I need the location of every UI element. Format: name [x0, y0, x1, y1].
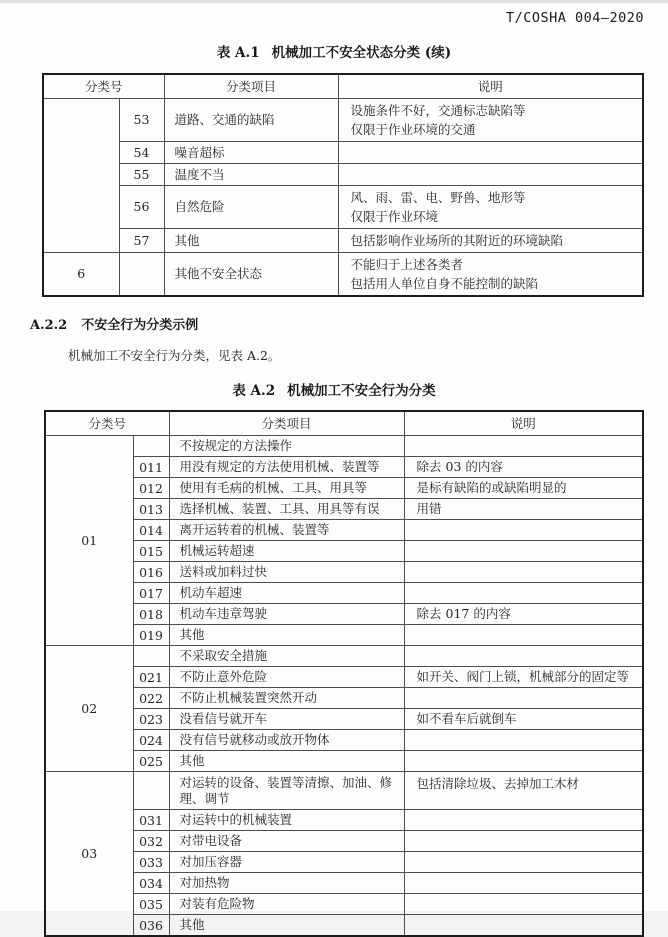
- desc-cell: [404, 541, 643, 562]
- table-a1-header-row: [43, 74, 643, 98]
- desc-cell: [338, 163, 643, 185]
- desc-cell: [404, 436, 643, 457]
- item-cell: 噪音超标: [164, 141, 338, 163]
- desc-cell: 除去 03 的内容: [404, 457, 643, 478]
- table-a2-header-row: [45, 411, 643, 436]
- table-row: [45, 772, 643, 810]
- item-cell: 选择机械、装置、工具、用具等有误: [169, 499, 404, 520]
- item-cell: 送料或加料过快: [169, 562, 404, 583]
- table-row: [45, 730, 643, 751]
- table-row: [43, 185, 643, 228]
- table-row: [43, 228, 643, 252]
- table-row: [45, 894, 643, 915]
- item-cell: 不采取安全措施: [169, 646, 404, 667]
- desc-cell: [338, 185, 643, 228]
- desc-cell: [338, 98, 643, 141]
- table-row: [45, 436, 643, 457]
- sub-code-cell: 017: [133, 583, 169, 604]
- item-cell: 没有信号就移动或放开物体: [169, 730, 404, 751]
- item-cell: 其他: [169, 751, 404, 772]
- sub-code-cell: 014: [133, 520, 169, 541]
- paragraph: 机械加工不安全行为分类，见表 A.2。: [68, 346, 668, 364]
- sub-code-cell: 012: [133, 478, 169, 499]
- desc-cell: [404, 520, 643, 541]
- table-row: [45, 831, 643, 852]
- desc-line: 不能归于上述各类者: [351, 255, 639, 274]
- item-cell: 对运转的设备、装置等清擦、加油、修理、调节: [169, 772, 404, 810]
- item-cell: 没看信号就开车: [169, 709, 404, 730]
- item-cell: 用没有规定的方法使用机械、装置等: [169, 457, 404, 478]
- sub-code-cell: 035: [133, 894, 169, 915]
- main-category-cell: [43, 98, 119, 252]
- group-01: [45, 436, 643, 646]
- table-a1-title-prefix: 表 A.1: [217, 45, 260, 61]
- desc-line: 包括影响作业场所的其附近的环境缺陷: [351, 231, 639, 250]
- desc-cell: 是标有缺陷的或缺陷明显的: [404, 478, 643, 499]
- table-row: [45, 751, 643, 772]
- table-row: [43, 141, 643, 163]
- item-cell: 对装有危险物: [169, 894, 404, 915]
- desc-cell: 包括清除垃圾、去掉加工木材: [404, 772, 643, 810]
- item-cell: 使用有毛病的机械、工具、用具等: [169, 478, 404, 499]
- item-cell: 离开运转着的机械、装置等: [169, 520, 404, 541]
- sub-code-cell: 018: [133, 604, 169, 625]
- desc-cell: [404, 688, 643, 709]
- table-a2-title: [0, 379, 668, 399]
- table-row: [45, 709, 643, 730]
- item-cell: 对加热物: [169, 873, 404, 894]
- desc-cell: [404, 894, 643, 915]
- sub-code-cell: 011: [133, 457, 169, 478]
- table-a1: [42, 73, 644, 297]
- sub-code-cell: 54: [119, 141, 164, 163]
- desc-cell: [404, 831, 643, 852]
- table-row: [45, 457, 643, 478]
- table-row: [45, 852, 643, 873]
- desc-cell: [404, 810, 643, 831]
- col-header-category: 分类号: [45, 411, 169, 436]
- section-heading-number: A.2.2: [30, 318, 67, 333]
- sub-code-cell: [133, 436, 169, 457]
- table-row: [45, 562, 643, 583]
- table-a2-title-prefix: 表 A.2: [232, 383, 275, 399]
- item-cell: 不按规定的方法操作: [169, 436, 404, 457]
- table-row: [43, 252, 643, 296]
- item-cell: 自然危险: [164, 185, 338, 228]
- table-row: [45, 583, 643, 604]
- group-03: [45, 772, 643, 937]
- table-row: [45, 873, 643, 894]
- desc-cell: [338, 252, 643, 296]
- table-row: [45, 604, 643, 625]
- col-header-category: 分类号: [43, 74, 164, 98]
- sub-code-cell: 57: [119, 228, 164, 252]
- table-row: [45, 667, 643, 688]
- desc-cell: [338, 228, 643, 252]
- table-row: [45, 625, 643, 646]
- desc-cell: [404, 873, 643, 894]
- sub-code-cell: 025: [133, 751, 169, 772]
- item-cell: 不防止意外危险: [169, 667, 404, 688]
- desc-cell: 除去 017 的内容: [404, 604, 643, 625]
- sub-code-cell: [133, 646, 169, 667]
- desc-cell: [404, 915, 643, 937]
- sub-code-cell: 024: [133, 730, 169, 751]
- sub-code-cell: 56: [119, 185, 164, 228]
- item-cell: 机械运转超速: [169, 541, 404, 562]
- main-category-cell: 01: [45, 436, 133, 646]
- table-row: [45, 520, 643, 541]
- sub-code-cell: 023: [133, 709, 169, 730]
- item-cell: 机动车违章驾驶: [169, 604, 404, 625]
- item-cell: 对加压容器: [169, 852, 404, 873]
- sub-code-cell: 034: [133, 873, 169, 894]
- col-header-desc: 说明: [338, 74, 643, 98]
- sub-code-cell: [133, 772, 169, 810]
- table-row: [45, 541, 643, 562]
- table-row: [45, 646, 643, 667]
- sub-code-cell: 032: [133, 831, 169, 852]
- desc-cell: 如不看车后就倒车: [404, 709, 643, 730]
- table-row: [45, 688, 643, 709]
- item-cell: 温度不当: [164, 163, 338, 185]
- table-row: [45, 499, 643, 520]
- sub-code-cell: 55: [119, 163, 164, 185]
- main-category-cell: 03: [45, 772, 133, 937]
- table-a2: [44, 410, 644, 937]
- section-heading-text: 不安全行为分类示例: [81, 318, 198, 333]
- sub-code-cell: 021: [133, 667, 169, 688]
- desc-cell: [404, 730, 643, 751]
- table-row: [45, 915, 643, 937]
- item-cell: 其他: [164, 228, 338, 252]
- item-cell: 对带电设备: [169, 831, 404, 852]
- desc-line: 仅限于作业环境的交通: [351, 120, 639, 139]
- desc-cell: 如开关、阀门上锁，机械部分的固定等: [404, 667, 643, 688]
- desc-cell: [404, 852, 643, 873]
- table-row: [43, 98, 643, 141]
- scan-edge-artifact: [0, 0, 668, 3]
- item-cell: 机动车超速: [169, 583, 404, 604]
- doc-number: T/COSHA 004—2020: [506, 10, 644, 26]
- table-a2-title-text: 机械加工不安全行为分类: [287, 383, 436, 399]
- desc-cell: [404, 625, 643, 646]
- col-header-desc: 说明: [404, 411, 643, 436]
- sub-code-cell: 016: [133, 562, 169, 583]
- col-header-item: 分类项目: [164, 74, 338, 98]
- item-cell: 对运转中的机械装置: [169, 810, 404, 831]
- table-row: [43, 163, 643, 185]
- item-cell: 其他不安全状态: [164, 252, 338, 296]
- item-cell: 其他: [169, 915, 404, 937]
- table-row: [45, 478, 643, 499]
- desc-cell: [404, 562, 643, 583]
- item-cell: 其他: [169, 625, 404, 646]
- desc-line: 风、雨、雷、电、野兽、地形等: [351, 188, 639, 207]
- desc-line: 包括用人单位自身不能控制的缺陷: [351, 274, 639, 293]
- desc-cell: [404, 583, 643, 604]
- group-02: [45, 646, 643, 772]
- desc-cell: [338, 141, 643, 163]
- sub-code-cell: 031: [133, 810, 169, 831]
- main-category-cell: 02: [45, 646, 133, 772]
- sub-code-cell: 019: [133, 625, 169, 646]
- table-row: [45, 810, 643, 831]
- desc-cell: [404, 646, 643, 667]
- desc-cell: [404, 751, 643, 772]
- desc-cell: 用错: [404, 499, 643, 520]
- desc-line: 设施条件不好，交通标志缺陷等: [351, 101, 639, 120]
- section-heading: [30, 314, 668, 333]
- table-a1-title-text: 机械加工不安全状态分类 (续): [272, 45, 451, 61]
- sub-code-cell: 022: [133, 688, 169, 709]
- sub-code-cell: [119, 252, 164, 296]
- sub-code-cell: 53: [119, 98, 164, 141]
- main-category-cell: 6: [43, 252, 119, 296]
- item-cell: 道路、交通的缺陷: [164, 98, 338, 141]
- sub-code-cell: 033: [133, 852, 169, 873]
- sub-code-cell: 015: [133, 541, 169, 562]
- desc-line: 仅限于作业环境: [351, 207, 639, 226]
- sub-code-cell: 036: [133, 915, 169, 937]
- item-cell: 不防止机械装置突然开动: [169, 688, 404, 709]
- col-header-item: 分类项目: [169, 411, 404, 436]
- sub-code-cell: 013: [133, 499, 169, 520]
